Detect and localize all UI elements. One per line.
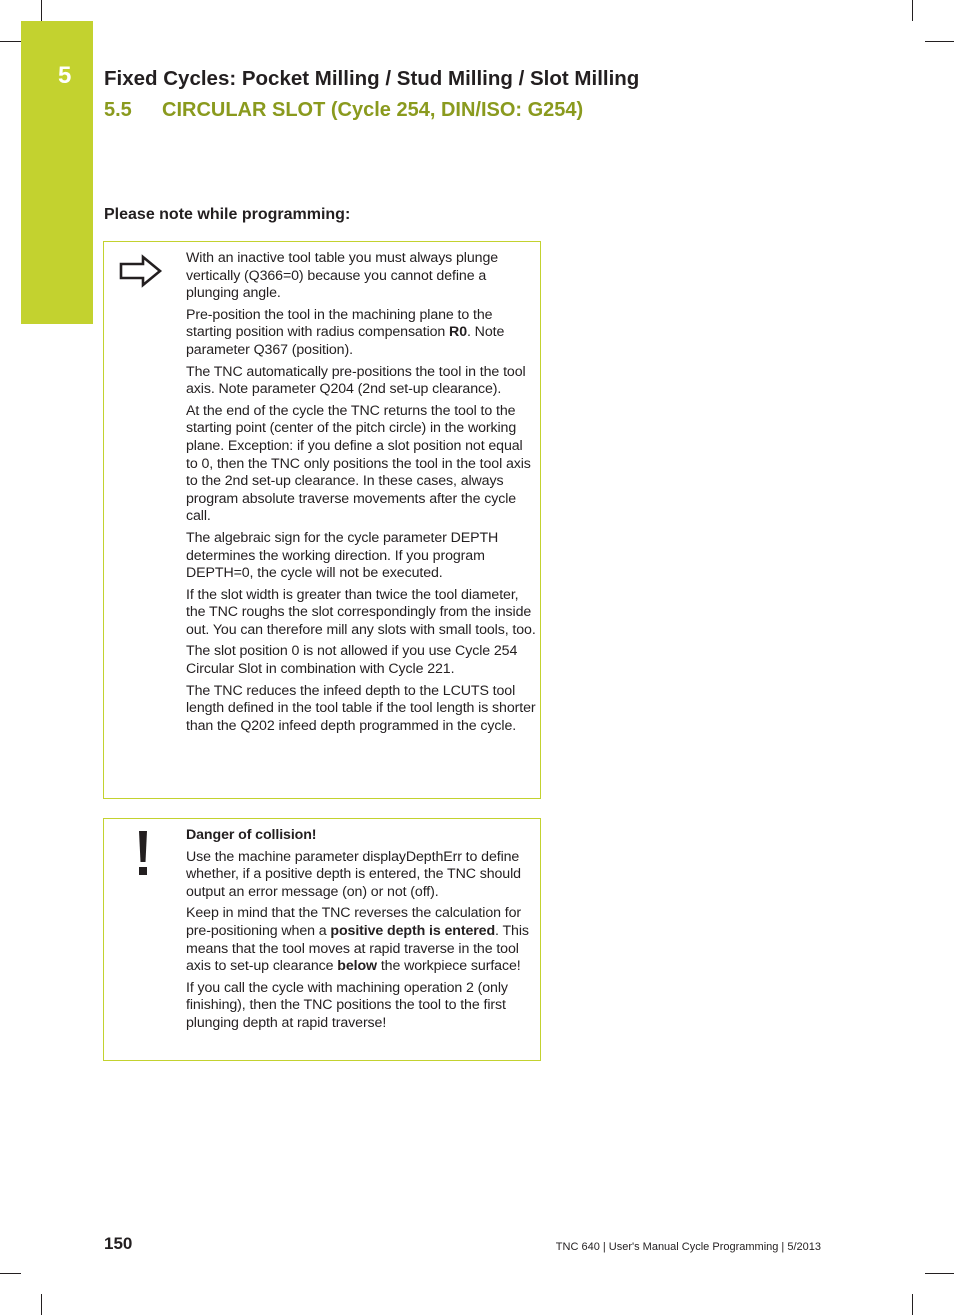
note-paragraph: The slot position 0 is not allowed if you use Cycle 254 Circular Slot in combination with Cycle 221. <box>186 643 518 678</box>
note-paragraph: The algebraic sign for the cycle parameter DEPTH determines the working direction. If you program DEPTH=0, the cycle will not be executed. <box>186 529 499 582</box>
note-text-span: Pre-position the tool in the machining plane to the starting position with radius compensation <box>186 306 493 341</box>
section-title-text: CIRCULAR SLOT (Cycle 254, DIN/ISO: G254) <box>162 99 584 121</box>
warning-text-span: Keep in mind that the TNC reverses the calculation for pre-positioning when a <box>186 905 522 939</box>
exclamation-icon <box>136 831 150 877</box>
warning-paragraph <box>186 905 536 975</box>
section-number: 5.5 <box>104 99 132 121</box>
crop-mark <box>912 0 913 21</box>
note-heading: Please note while programming: <box>104 206 351 223</box>
note-box <box>103 241 541 799</box>
crop-mark <box>41 1294 42 1315</box>
note-paragraph <box>186 307 536 360</box>
note-text-span: . Note parameter Q367 (position). <box>186 324 505 358</box>
note-text <box>186 250 536 739</box>
crop-mark <box>912 1294 913 1315</box>
chapter-title: Fixed Cycles: Pocket Milling / Stud Milling / Slot Milling <box>104 67 640 90</box>
note-paragraph: With an inactive tool table you must always plunge vertically (Q366=0) because you cannot define a plunging angle. <box>186 250 499 302</box>
warning-text-span: . This means that the tool moves at rapid traverse in the tool axis to set-up clearance <box>186 922 529 975</box>
chapter-tab <box>21 21 93 324</box>
warning-paragraph: Use the machine parameter displayDepthErr to define whether, if a positive depth is entered, the TNC should output an error message (on) or not (off). <box>186 848 521 900</box>
footer-text: TNC 640 | User's Manual Cycle Programming | 5/2013 <box>555 1241 821 1253</box>
warning-bold-span: positive depth is entered <box>330 922 496 939</box>
chapter-number: 5 <box>58 62 72 89</box>
crop-mark <box>925 41 954 42</box>
crop-mark <box>0 1273 21 1274</box>
arrow-right-icon <box>119 254 163 288</box>
note-paragraph: The TNC reduces the infeed depth to the LCUTS tool length defined in the tool table if the tool length is shorter than the Q202 infeed depth programmed in the cycle. <box>186 682 536 734</box>
crop-mark <box>0 41 21 42</box>
crop-mark <box>41 0 42 21</box>
warning-title: Danger of collision! <box>186 827 317 843</box>
note-paragraph: The TNC automatically pre-positions the tool in the tool axis. Note parameter Q204 (2nd set-up clearance). <box>186 363 526 398</box>
section-title <box>104 99 583 122</box>
note-bold-span: R0 <box>449 324 467 341</box>
warning-text <box>186 827 536 1037</box>
note-paragraph: If the slot width is greater than twice the tool diameter, the TNC roughs the slot correspondingly from the inside out. You can therefore mill any slots with small tools, too. <box>186 586 536 638</box>
warning-bold-span: below <box>337 958 377 975</box>
crop-mark <box>925 1273 954 1274</box>
warning-text-span: the workpiece surface! <box>376 958 521 975</box>
warning-paragraph: If you call the cycle with machining operation 2 (only finishing), then the TNC positions the tool to the first plunging depth at rapid traverse! <box>186 979 508 1031</box>
page-number: 150 <box>104 1234 133 1253</box>
warning-box <box>103 818 541 1061</box>
note-paragraph: At the end of the cycle the TNC returns the tool to the starting point (center of the pitch circle) in the working plane. Exception: if you define a slot position not equal to 0, then the TNC only positions the tool in the tool axis to the 2nd set-up clearance. In these cases, always program absolute traverse movements after the cycle call. <box>186 402 531 525</box>
